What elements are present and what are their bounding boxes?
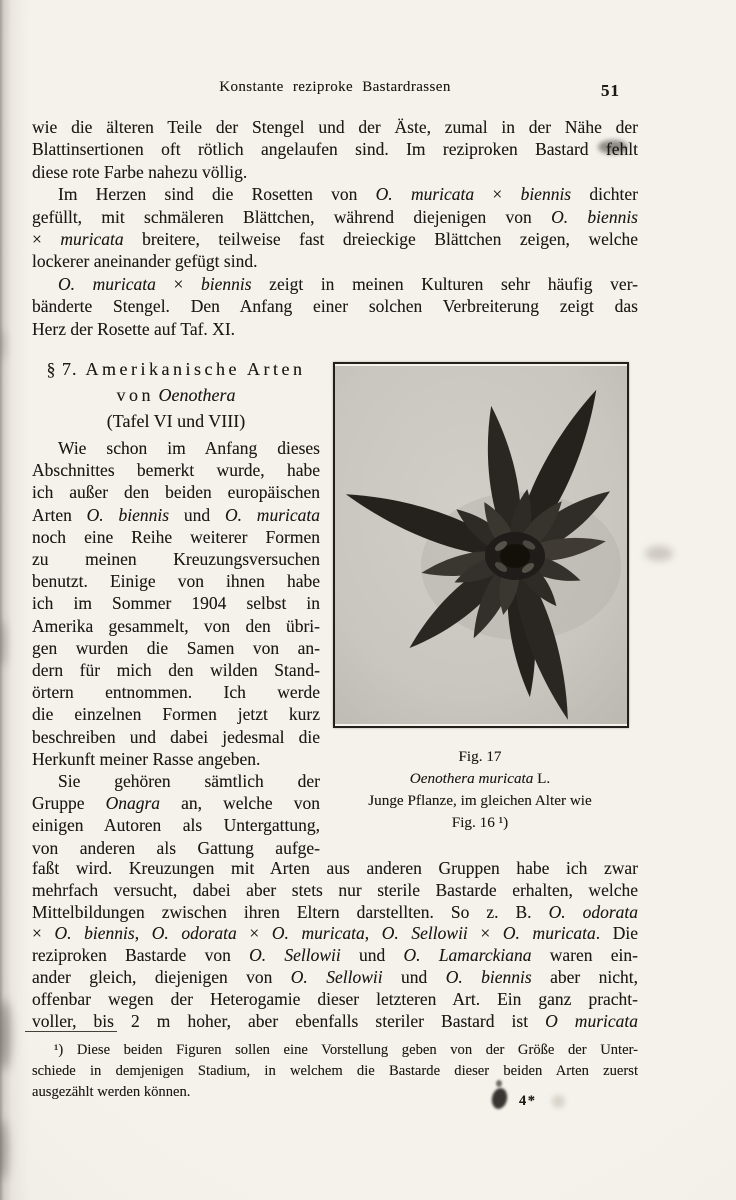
text-line: ich im Sommer 1904 selbst in — [32, 593, 320, 614]
paragraph — [32, 273, 638, 340]
paragraph — [328, 746, 632, 834]
section-subtitle-prefix: von — [116, 385, 154, 405]
text-line: × O. biennis, O. odorata × O. muricata, O. Sellowii × O. muricata. Die — [32, 923, 639, 944]
section-heading-line2 — [32, 382, 320, 408]
text-line: diese rote Farbe nahezu völlig. — [32, 161, 248, 182]
binding-smudge-3 — [0, 620, 7, 666]
text-line: ¹) Diese beiden Figuren sollen eine Vorstellung geben von der Größe der Unter- — [54, 1042, 638, 1058]
oenothera-rosette-photo — [335, 364, 627, 726]
paragraph — [32, 116, 638, 183]
text-line: gen wurden die Samen von an- — [32, 637, 320, 658]
figure-caption — [328, 746, 632, 834]
text-line: einigen Autoren als Untergattung, — [32, 815, 320, 836]
text-line: Abschnittes bemerkt wurde, habe — [32, 460, 320, 481]
section-heading-line1 — [32, 356, 320, 382]
left-column-text — [32, 437, 320, 859]
text-line: offenbar wegen der Heterogamie dieser letzteren Art. Ein ganz pracht- — [32, 988, 638, 1009]
text-line: Fig. 17 — [458, 748, 502, 765]
text-line: × muricata breitere, teilweise fast dreieckige Blättchen zeigen, welche — [32, 229, 638, 250]
paragraph — [32, 858, 638, 1032]
text-line: Fig. 16 ¹) — [451, 814, 509, 831]
text-line: Amerika gesammelt, von den übri- — [32, 615, 320, 636]
margin-smudge — [645, 546, 673, 561]
text-line: örtern entnommen. Ich werde — [32, 682, 320, 703]
section-number: § 7. — [46, 359, 78, 379]
text-line: lockerer aneinander gefügt sind. — [32, 251, 258, 272]
section-tafel-reference: (Tafel VI und VIII) — [106, 411, 246, 431]
signature-mark: 4* — [519, 1093, 537, 1109]
plant-center — [485, 532, 545, 580]
text-line: Arten O. biennis und O. muricata — [32, 504, 320, 525]
section-title: Amerikanische Arten — [85, 359, 306, 379]
binding-smudge-1 — [0, 1000, 11, 1070]
text-line: wie die älteren Teile der Stengel und der Äste, zumal in der Nähe der — [32, 117, 638, 137]
text-line: Herkunft meiner Rasse angeben. — [32, 748, 261, 769]
section-heading — [32, 356, 320, 434]
text-line: ausgezählt werden können. — [32, 1084, 191, 1100]
text-line: Gruppe Onagra an, welche von — [32, 793, 320, 814]
paragraph — [32, 437, 320, 770]
text-line: gefüllt, mit schmäleren Blättchen, während diejenigen von O. biennis — [32, 206, 638, 227]
figure-frame — [333, 362, 629, 728]
text-line: ander gleich, diejenigen von O. Sellowii und O. biennis aber nicht, — [32, 966, 638, 987]
text-line: benutzt. Einige von ihnen habe — [32, 571, 320, 592]
paragraph — [32, 183, 638, 273]
text-line: die einzelnen Formen jetzt kurz — [32, 704, 320, 725]
running-head-title: Konstante reziproke Bastardrassen — [219, 79, 451, 95]
text-line: zu meinen Kreuzungsversuchen — [32, 549, 320, 570]
main-text-upper — [32, 116, 638, 340]
text-line: dern für mich den wilden Stand- — [32, 660, 320, 681]
text-line: schiede in demjenigen Stadium, in welchem die Bastarde dieser beiden Arten zuerst — [32, 1063, 638, 1079]
footnote-text — [32, 1040, 638, 1103]
section-subtitle-genus: Oenothera — [158, 385, 236, 405]
text-line: Sie gehören sämtlich der — [58, 771, 320, 792]
text-line: von anderen als Gattung aufge- — [32, 837, 320, 858]
text-line: Wie schon im Anfang dieses — [58, 438, 320, 458]
binding-smudge-2 — [0, 1120, 8, 1180]
text-line: faßt wird. Kreuzungen mit Arten aus anderen Gruppen habe ich zwar — [32, 858, 638, 878]
text-line: voller, bis 2 m hoher, aber ebenfalls steriler Bastard ist O muricata — [32, 1010, 638, 1031]
text-line: beschreiben und dabei jedesmal die — [32, 726, 320, 747]
text-line: Blattinsertionen oft rötlich angelaufen sind. Im reziproken Bastard fehlt — [32, 139, 638, 160]
text-line: Oenothera muricata L. — [409, 770, 551, 787]
text-line: Junge Pflanze, im gleichen Alter wie — [368, 792, 592, 809]
footnote-rule — [25, 1031, 117, 1032]
text-line: Im Herzen sind die Rosetten von O. muricata × biennis dichter — [58, 184, 638, 205]
paragraph — [32, 770, 320, 859]
binding-smudge-4 — [0, 330, 6, 360]
text-line: mehrfach versucht, dabei aber stets nur sterile Bastarde erhalten, welche — [32, 879, 638, 900]
text-line: ich außer den beiden europäischen — [32, 482, 320, 503]
text-line: O. muricata × biennis zeigt in meinen Kulturen sehr häufig ver- — [58, 273, 638, 294]
text-line: Herz der Rosette auf Taf. XI. — [32, 318, 236, 339]
main-text-lower — [32, 858, 638, 1032]
text-line: reziproken Bastarde von O. Sellowii und O. Lamarckiana waren ein- — [32, 945, 639, 966]
text-line: Mittelbildungen zwischen ihren Eltern darstellten. So z. B. O. odorata — [32, 901, 639, 922]
page-number: 51 — [601, 81, 620, 100]
paragraph — [32, 1040, 638, 1103]
text-line: bänderte Stengel. Den Anfang einer solchen Verbreiterung zeigt das — [32, 296, 638, 317]
text-line: noch eine Reihe weiterer Formen — [32, 526, 320, 547]
